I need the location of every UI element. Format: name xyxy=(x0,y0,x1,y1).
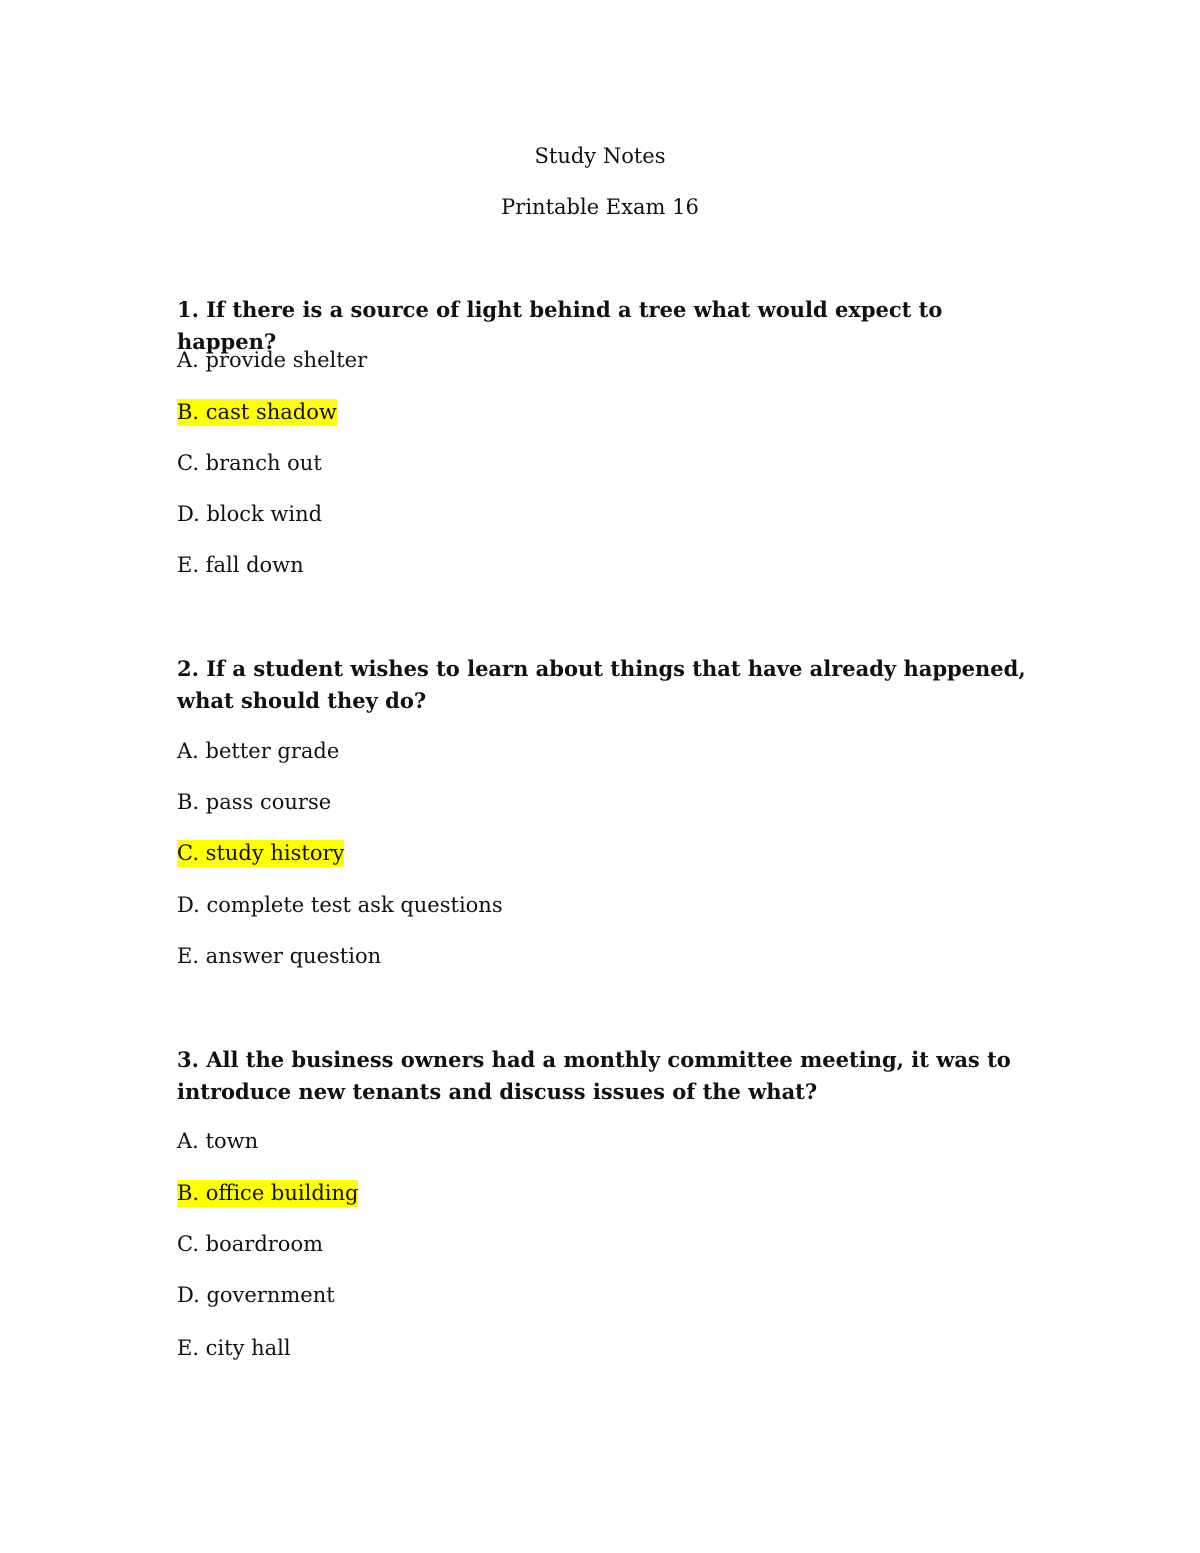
option-text: B. office building xyxy=(177,1181,359,1205)
q1-option-a xyxy=(177,346,367,374)
question-1: 1. If there is a source of light behind a tree what would expect to happen? xyxy=(177,297,943,354)
option-text: E. city hall xyxy=(177,1336,291,1360)
option-text: E. answer question xyxy=(177,944,382,968)
q1-option-d xyxy=(177,500,322,528)
q2-option-d xyxy=(177,891,503,919)
option-text: C. branch out xyxy=(177,451,322,475)
q1-option-b-correct xyxy=(177,398,337,426)
q2-option-b xyxy=(177,788,331,816)
option-text: D. government xyxy=(177,1283,335,1307)
q2-option-e xyxy=(177,942,381,970)
option-text: A. provide shelter xyxy=(177,348,368,372)
q3-option-a xyxy=(177,1127,258,1155)
q2-option-a xyxy=(177,737,339,765)
option-text: D. complete test ask questions xyxy=(177,893,503,917)
q3-option-b-correct xyxy=(177,1179,358,1207)
q3-option-e xyxy=(177,1334,291,1362)
option-text: C. study history xyxy=(177,841,345,865)
q3-option-c xyxy=(177,1230,323,1258)
q1-option-c xyxy=(177,449,322,477)
option-text: D. block wind xyxy=(177,502,323,526)
option-text: E. fall down xyxy=(177,553,304,577)
option-text: B. cast shadow xyxy=(177,400,337,424)
q1-option-e xyxy=(177,551,304,579)
question-3: 3. All the business owners had a monthly committee meeting, it was to introduce new tenants and discuss issues of the what? xyxy=(177,1047,1011,1104)
option-text: A. better grade xyxy=(177,739,340,763)
option-text: C. boardroom xyxy=(177,1232,323,1256)
option-text: A. town xyxy=(177,1129,259,1153)
document-title: Study Notes xyxy=(534,144,666,168)
question-2: 2. If a student wishes to learn about things that have already happened, what should they do? xyxy=(177,656,1026,713)
q3-option-d xyxy=(177,1281,335,1309)
q2-option-c-correct xyxy=(177,839,344,867)
option-text: B. pass course xyxy=(177,790,332,814)
document-subtitle: Printable Exam 16 xyxy=(501,195,699,219)
